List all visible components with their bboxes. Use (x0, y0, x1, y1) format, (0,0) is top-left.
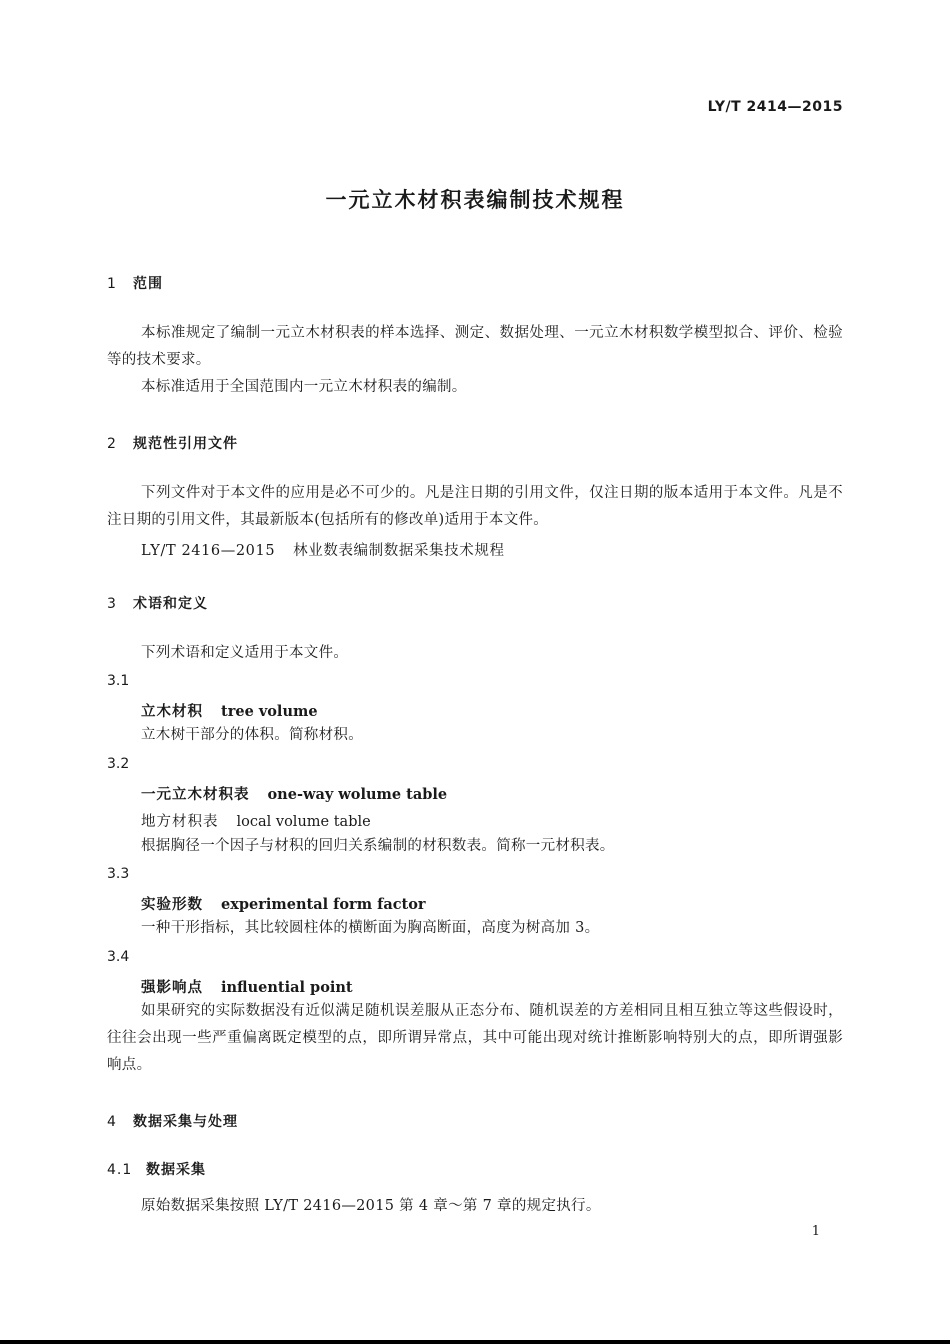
section-3-intro: 下列术语和定义适用于本文件。 (141, 645, 349, 661)
reference-code: LY/T 2416—2015 (141, 543, 276, 559)
section-title: 范围 (133, 276, 163, 292)
section-4-heading (107, 1111, 238, 1131)
section-title: 术语和定义 (133, 596, 208, 612)
term-english: experimental form factor (221, 896, 426, 913)
standard-number: LY/T 2414—2015 (707, 99, 843, 115)
section-2-paragraph-1: 下列文件对于本文件的应用是必不可少的。凡是注日期的引用文件，仅注日期的版本适用于本文件。凡是不注日期的引用文件，其最新版本(包括所有的修改单)适用于本文件。 (107, 485, 843, 528)
term-3-4 (141, 976, 353, 997)
term-number: 3.2 (107, 756, 130, 772)
section-1-paragraph-2: 本标准适用于全国范围内一元立木材积表的编制。 (141, 379, 467, 395)
term-3-4-definition: 如果研究的实际数据没有近似满足随机误差服从正态分布、随机误差的方差相同且相互独立等这些假设时，往往会出现一些严重偏离既定模型的点，即所谓异常点，其中可能出现对统计推断影响特别大的点，即所谓强影响点。 (107, 1003, 843, 1073)
section-number: 4 (107, 1114, 117, 1130)
section-1-heading (107, 273, 163, 293)
synonym-english: local volume table (236, 814, 371, 830)
term-3-1-definition: 立木树干部分的体积。简称材积。 (141, 727, 363, 743)
section-title: 规范性引用文件 (133, 436, 238, 452)
term-chinese: 实验形数 (141, 897, 203, 913)
section-4-1-heading (107, 1159, 206, 1179)
normative-reference (141, 539, 505, 560)
term-3-1 (141, 700, 318, 721)
term-english: influential point (221, 979, 353, 996)
section-number: 3 (107, 596, 117, 612)
reference-title: 林业数表编制数据采集技术规程 (293, 543, 505, 559)
term-english: tree volume (221, 703, 318, 720)
term-english: one-way wolume table (267, 786, 448, 803)
section-number: 1 (107, 276, 117, 292)
section-2-heading (107, 433, 238, 453)
term-number: 3.3 (107, 866, 130, 882)
term-3-2-synonym (141, 810, 371, 831)
document-title: 一元立木材积表编制技术规程 (325, 188, 625, 212)
bottom-edge-bar (0, 1340, 950, 1344)
term-3-3 (141, 893, 426, 914)
section-number: 2 (107, 436, 117, 452)
term-3-2-definition: 根据胸径一个因子与材积的回归关系编制的材积数表。简称一元材积表。 (141, 838, 615, 854)
section-title: 数据采集与处理 (133, 1114, 238, 1130)
subsection-number: 4.1 (107, 1162, 133, 1178)
term-3-2 (141, 783, 447, 804)
term-chinese: 一元立木材积表 (141, 787, 250, 803)
section-1-paragraph-1: 本标准规定了编制一元立木材积表的样本选择、测定、数据处理、一元立木材积数学模型拟合、评价、检验等的技术要求。 (107, 325, 843, 368)
section-4-1-paragraph: 原始数据采集按照 LY/T 2416—2015 第 4 章～第 7 章的规定执行。 (141, 1198, 601, 1214)
term-3-3-definition: 一种干形指标，其比较圆柱体的横断面为胸高断面，高度为树高加 3。 (141, 920, 600, 936)
page-number: 1 (811, 1224, 820, 1239)
section-3-heading (107, 593, 208, 613)
term-number: 3.4 (107, 949, 130, 965)
subsection-title: 数据采集 (146, 1162, 206, 1178)
term-chinese: 强影响点 (141, 980, 203, 996)
synonym-chinese: 地方材积表 (141, 814, 219, 830)
term-number: 3.1 (107, 673, 130, 689)
term-chinese: 立木材积 (141, 704, 203, 720)
